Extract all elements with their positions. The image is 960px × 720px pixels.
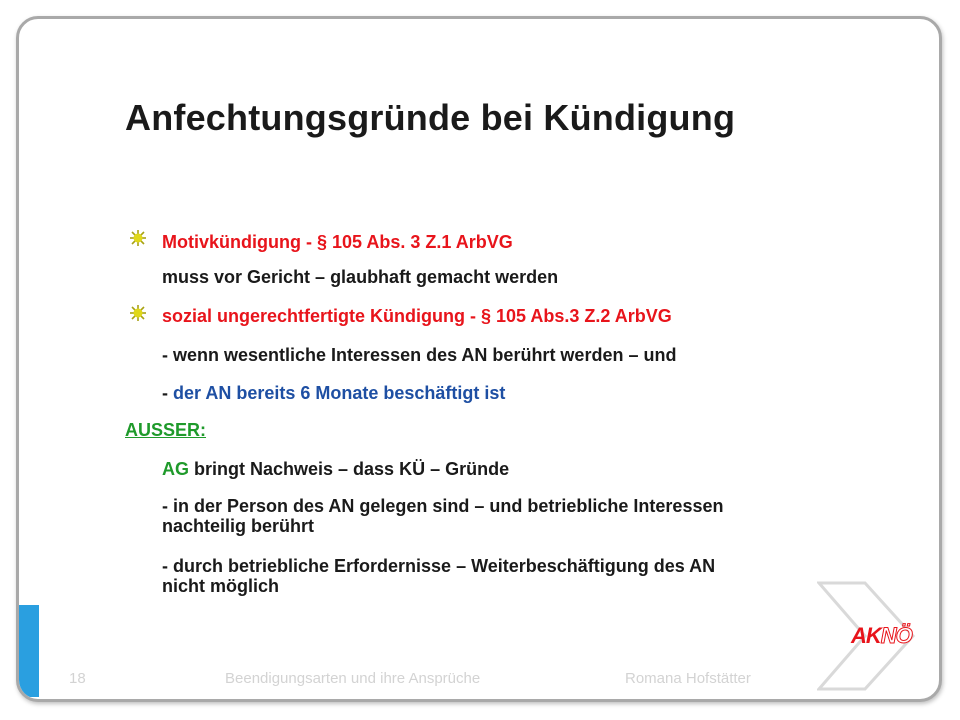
betrieb-line-2: nicht möglich <box>162 576 279 596</box>
akno-logo <box>851 623 912 649</box>
accent-bar <box>19 605 39 697</box>
page-number: 18 <box>69 670 86 687</box>
starburst-bullet-icon <box>129 304 147 322</box>
ausser-heading: AUSSER: <box>125 420 207 440</box>
logo-noe: NÖ <box>880 623 912 648</box>
sozial-detail-monate-text: der AN bereits 6 Monate beschäftigt ist <box>173 383 506 403</box>
slide <box>16 16 942 702</box>
motivkuendigung-line: Motivkündigung - § 105 Abs. 3 Z.1 ArbVG <box>162 232 513 252</box>
person-line-2: nachteilig berührt <box>162 516 315 536</box>
sozial-ungerechtfertigt-line: sozial ungerechtfertigte Kündigung - § 105 Abs.3 Z.2 ArbVG <box>162 306 672 326</box>
ag-nachweis-text: bringt Nachweis – dass KÜ – Gründe <box>189 459 510 479</box>
motivkuendigung-detail: muss vor Gericht – glaubhaft gemacht werden <box>162 267 559 287</box>
starburst-bullet-icon <box>129 229 147 247</box>
footer-author: Romana Hofstätter <box>625 670 751 687</box>
betrieb-line-1: - durch betriebliche Erfordernisse – Weiterbeschäftigung des AN <box>162 556 716 576</box>
person-line-1: - in der Person des AN gelegen sind – und betriebliche Interessen <box>162 496 724 516</box>
slide-title: Anfechtungsgründe bei Kündigung <box>125 97 736 138</box>
sozial-detail-monate <box>162 382 505 404</box>
ag-label: AG <box>162 459 189 479</box>
footer-topic: Beendigungsarten und ihre Ansprüche <box>225 670 481 687</box>
sozial-detail-monate-prefix: - <box>162 383 173 403</box>
sozial-detail-interessen: - wenn wesentliche Interessen des AN berührt werden – und <box>162 345 677 365</box>
logo-ak: AK <box>851 623 881 648</box>
ag-nachweis-line <box>162 458 509 480</box>
